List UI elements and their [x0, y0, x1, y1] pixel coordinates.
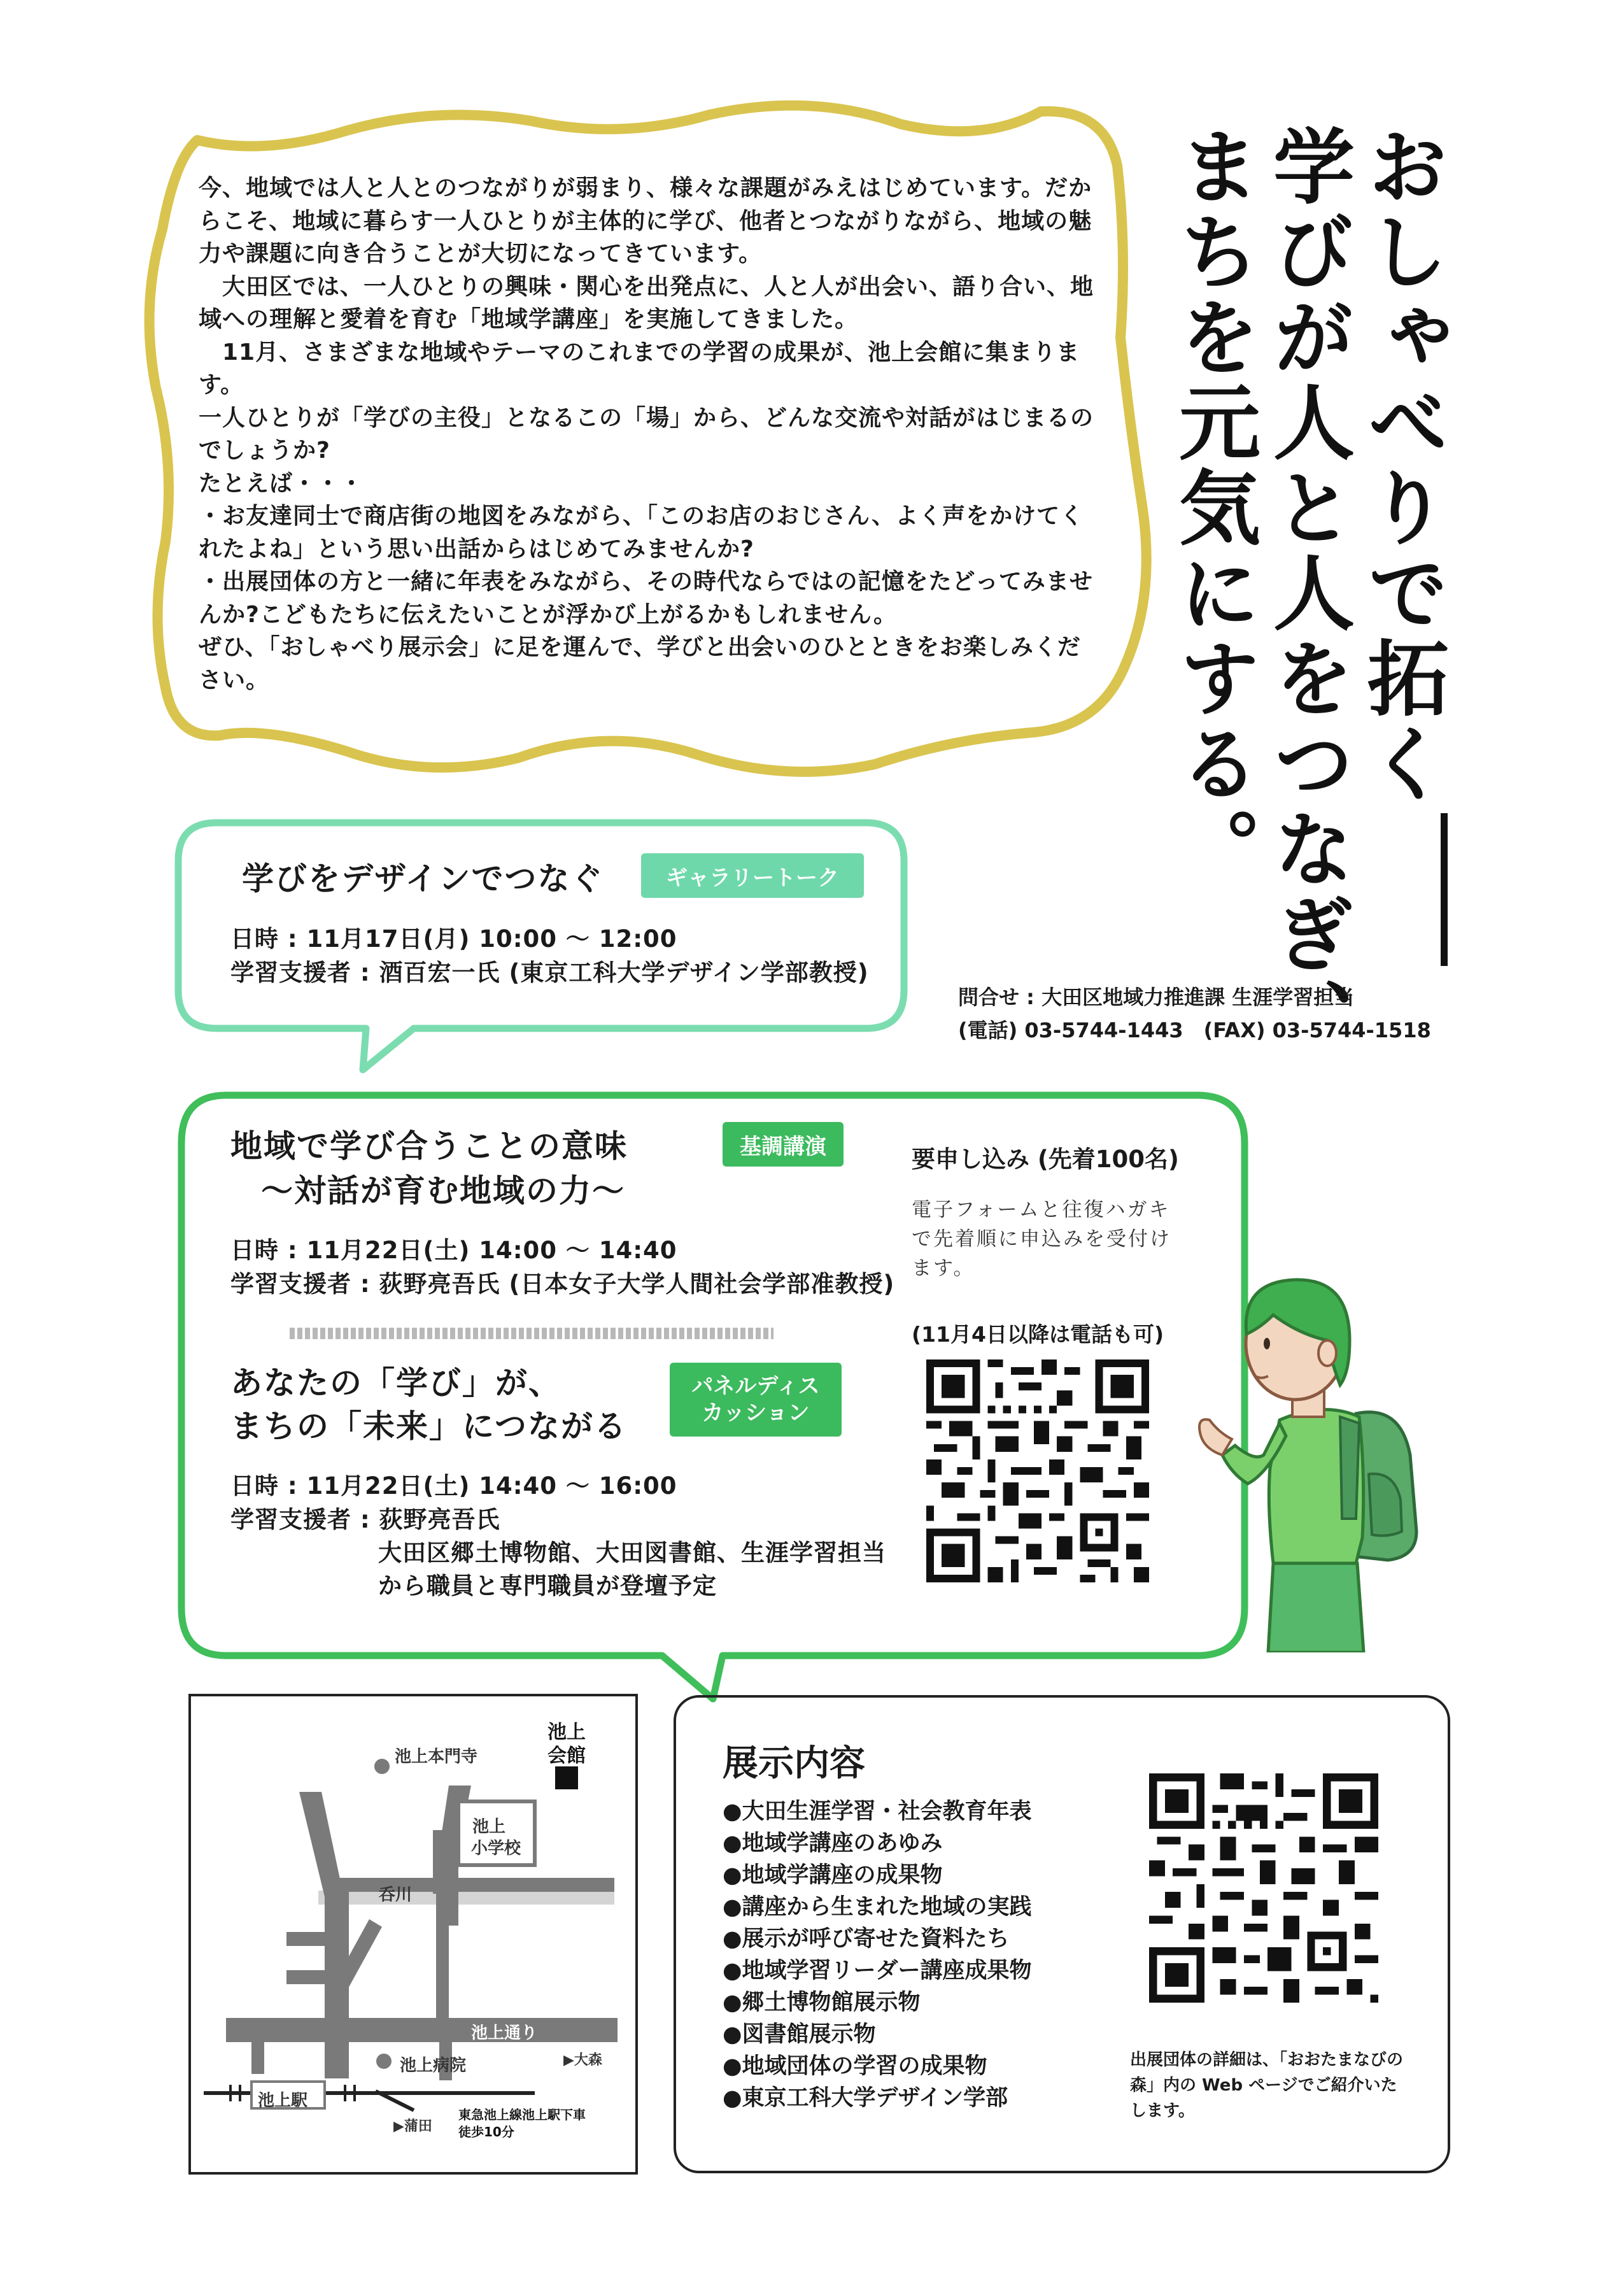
gallery-talk-supporter: 学習支援者 : 酒百宏一氏 (東京工科大学デザイン学部教授) — [230, 959, 869, 986]
panel-badge-line-2: カッション — [702, 1400, 810, 1426]
intro-paragraph: 一人ひとりが「学びの主役」となるこの「場」から、どんな交流や対話がはじまるのでしょうか? — [199, 404, 1094, 464]
contact-line-1: 問合せ : 大田区地域力推進課 生涯学習担当 — [958, 985, 1355, 1009]
map-omori-label: ▶大森 — [563, 2052, 602, 2068]
map-hall-label-2: 会館 — [547, 1745, 586, 1767]
exhibit-item: ●地域学習リーダー講座成果物 — [723, 1958, 1032, 1984]
map-station-label: 池上駅 — [258, 2091, 308, 2110]
hall-marker-icon — [555, 1766, 578, 1789]
intro-paragraph: 今、地域では人と人とのつながりが弱まり、様々な課題がみえはじめています。だからこそ、地域に暮らす一人ひとりが主体的に学び、他者とつながりながら、地域の魅力や課題に向き合うことが大切になってきています。 — [199, 175, 1092, 267]
panel-badge — [670, 1363, 842, 1437]
panel-supporter-3: から職員と専門職員が登壇予定 — [378, 1572, 717, 1600]
qr-code-icon[interactable] — [926, 1360, 1149, 1582]
person-illustration — [1197, 1264, 1471, 1652]
map-kamata-label: ▶蒲田 — [393, 2119, 432, 2134]
headline-line-3: まちを元気にする。 — [1165, 124, 1260, 892]
intro-paragraph: ・お友達同士で商店街の地図をみながら、「このお店のおじさん、よく声をかけてくれたよね」という思い出話からはじめてみませんか? — [199, 503, 1084, 562]
map-access-1: 東急池上線池上駅下車 — [458, 2107, 586, 2122]
panel-title-line-1: あなたの「学び」が、 — [230, 1365, 561, 1402]
map-school-label-2: 小学校 — [471, 1839, 521, 1858]
panel-supporter-2: 大田区郷土博物館、大田図書館、生涯学習担当 — [378, 1539, 886, 1566]
intro-paragraph: たとえば・・・ — [199, 470, 364, 497]
qr-code-icon[interactable] — [1149, 1773, 1378, 2003]
map-hospital-label: 池上病院 — [400, 2056, 467, 2075]
map-hall-label-1: 池上 — [547, 1721, 586, 1743]
map-school-label-1: 池上 — [472, 1817, 506, 1836]
intro-paragraph: 11月、さまざまな地域やテーマのこれまでの学習の成果が、池上会館に集まります。 — [199, 339, 1080, 398]
exhibit-item: ●地域学講座のあゆみ — [723, 1831, 943, 1856]
map-street-label: 池上通り — [471, 2024, 538, 2043]
hospital-marker-icon — [376, 2054, 392, 2069]
exhibit-item: ●東京工科大学デザイン学部 — [723, 2085, 1008, 2111]
keynote-subtitle: ～対話が育む地域の力～ — [261, 1172, 625, 1209]
panel-title-line-2: まちの「未来」につながる — [230, 1408, 627, 1445]
exhibit-item: ●展示が呼び寄せた資料たち — [723, 1926, 1010, 1952]
contact-line-2: (電話) 03-5744-1443 (FAX) 03-5744-1518 — [958, 1018, 1431, 1042]
keynote-title: 地域で学び合うことの意味 — [230, 1128, 628, 1165]
qr-code-svg — [926, 1360, 1149, 1582]
gallery-talk-title: 学びをデザインでつなぐ — [242, 860, 604, 897]
map-temple-label: 池上本門寺 — [395, 1747, 478, 1766]
exhibit-item: ●郷土博物館展示物 — [723, 1990, 921, 2015]
intro-paragraph: ぜひ、「おしゃべり展示会」に足を運んで、学びと出会いのひとときをお楽しみください。 — [199, 634, 1081, 693]
panel-supporter: 学習支援者 : 荻野亮吾氏 — [230, 1506, 500, 1533]
panel-date: 日時 : 11月22日(土) 14:40 ～ 16:00 — [230, 1472, 677, 1500]
headline-line-2: 学びが人と人をつなぎ、 — [1259, 124, 1354, 1063]
keynote-badge: 基調講演 — [723, 1122, 844, 1167]
apply-note: (11月4日以降は電話も可) — [912, 1322, 1164, 1347]
exhibit-item: ●図書館展示物 — [723, 2022, 876, 2047]
gallery-talk-badge: ギャラリートーク — [641, 853, 864, 898]
dotted-separator — [290, 1328, 773, 1339]
apply-title: 要申し込み (先着100名) — [912, 1146, 1179, 1173]
apply-description: 電子フォームと往復ハガキで先着順に申込みを受付けます。 — [912, 1198, 1171, 1280]
exhibit-item: ●地域団体の学習の成果物 — [723, 2054, 987, 2079]
temple-marker-icon — [374, 1759, 390, 1774]
exhibit-title: 展示内容 — [723, 1743, 865, 1784]
exhibit-item: ●地域学講座の成果物 — [723, 1863, 943, 1888]
gallery-talk-date: 日時 : 11月17日(月) 10:00 ～ 12:00 — [230, 925, 677, 953]
keynote-supporter: 学習支援者 : 荻野亮吾氏 (日本女子大学人間社会学部准教授) — [230, 1270, 895, 1298]
map-access-2: 徒歩10分 — [458, 2124, 514, 2140]
qr-code-svg — [1149, 1773, 1378, 2003]
keynote-date: 日時 : 11月22日(土) 14:00 ～ 14:40 — [230, 1237, 677, 1264]
person-svg — [1197, 1264, 1471, 1652]
map-river-label: 呑川 — [379, 1885, 413, 1905]
headline-text: おしゃべりで拓く — [1353, 124, 1448, 807]
intro-paragraph: ・出展団体の方と一緒に年表をみながら、その時代ならではの記憶をたどってみませんか?こどもたちに伝えたいことが浮かび上がるかもしれません。 — [199, 569, 1093, 628]
exhibit-item: ●大田生涯学習・社会教育年表 — [723, 1799, 1032, 1824]
panel-badge-line-1: パネルディス — [691, 1374, 820, 1399]
exhibit-item: ●講座から生まれた地域の実践 — [723, 1894, 1032, 1920]
exhibit-note: 出展団体の詳細は、「おおたまなびの森」内の Web ページでご紹介いたします。 — [1130, 2050, 1404, 2120]
intro-paragraph: 大田区では、一人ひとりの興味・関心を出発点に、人と人が出会い、語り合い、地域への理解と愛着を育む「地域学講座」を実施してきました。 — [199, 273, 1094, 332]
exhibit-list — [723, 1796, 1032, 2114]
